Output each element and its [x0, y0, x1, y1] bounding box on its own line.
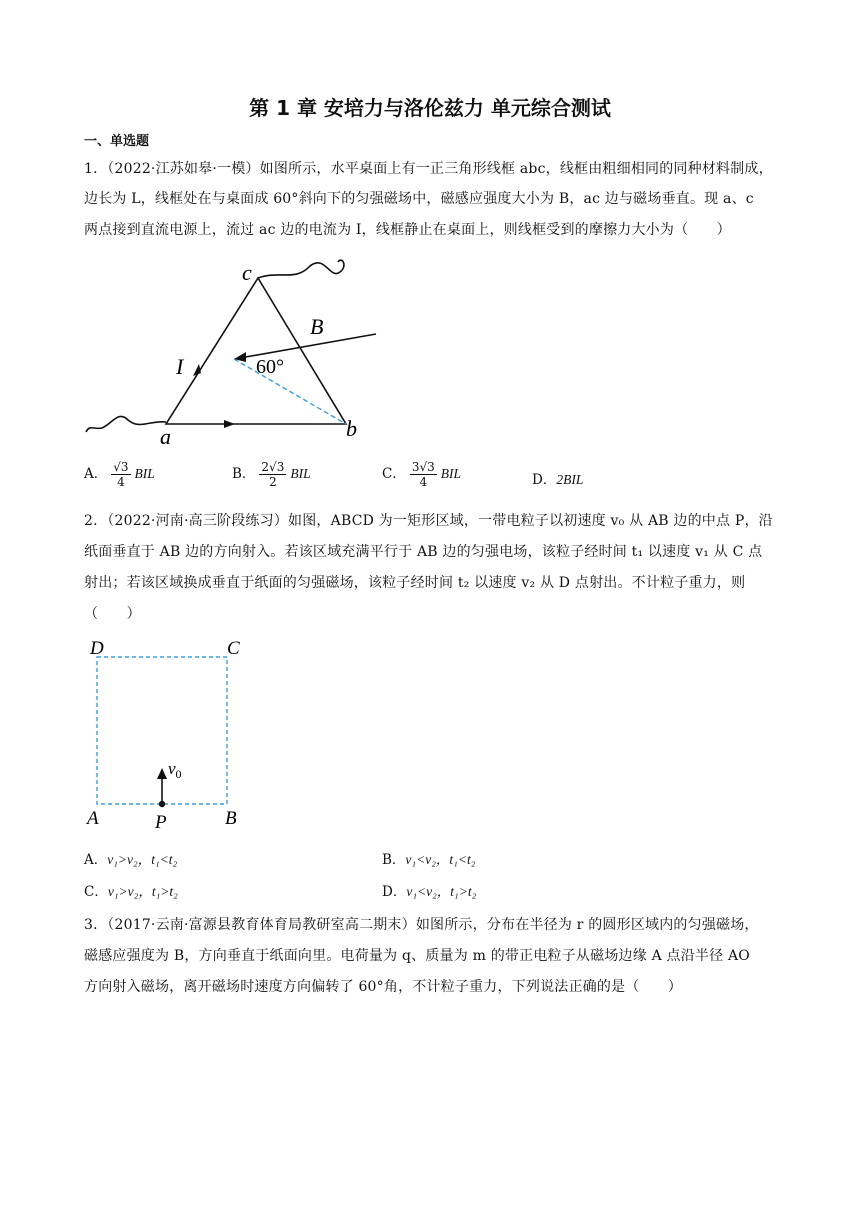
fraction: $\frac{2√3}{2}$: [261, 460, 285, 489]
q2-label-C: C: [227, 638, 240, 659]
q2-label-D: D: [90, 638, 104, 659]
q2-label-v0: $v_0$: [168, 759, 182, 781]
option-label: D．: [532, 472, 557, 488]
q2-line-4: （ ）: [84, 606, 141, 622]
section-heading: 一、单选题: [84, 134, 150, 149]
q1-line-3: 两点接到直流电源上，流过 ac 边的电流为 I，线框静止在桌面上，则线框受到的摩擦力大小为（ ）: [84, 222, 731, 238]
q2-label-B: B: [225, 808, 237, 829]
q1-label-a: a: [160, 424, 171, 447]
q2-velocity-arrowhead: [157, 768, 167, 779]
page-title: 第 1 章 安培力与洛伦兹力 单元综合测试: [249, 96, 611, 120]
q1-current-arrow-ab: [224, 420, 235, 428]
q2-option-b[interactable]: [382, 848, 475, 868]
q2-option-d[interactable]: [382, 880, 476, 900]
q1-option-a[interactable]: [84, 460, 155, 489]
q1-label-b: b: [346, 416, 357, 441]
q1-label-angle: 60°: [256, 356, 284, 378]
q2-label-A: A: [87, 808, 99, 829]
option-tail: BIL: [134, 466, 155, 481]
q2-option-a[interactable]: [84, 848, 177, 868]
option-label: D．: [382, 884, 407, 900]
q1-wire-c: [258, 260, 344, 278]
option-label: C．: [84, 884, 108, 900]
q1-dashed-line: [234, 359, 346, 424]
q1-triangle: [166, 278, 346, 424]
option-tail: BIL: [440, 466, 462, 481]
fraction: $\frac{3√3}{4}$: [411, 460, 435, 489]
q3-line-3: 方向射入磁场，离开磁场时速度方向偏转了 60°角，不计粒子重力，下列说法正确的是（ ）: [84, 979, 683, 995]
q1-triangle-figure: [80, 252, 380, 447]
q1-b-field-line: [240, 334, 376, 358]
q1-wire-a: [86, 416, 166, 432]
q1-label-B: B: [310, 314, 324, 339]
option-label: B．: [382, 852, 406, 868]
q2-line-2: 纸面垂直于 AB 边的方向射入。若该区域充满平行于 AB 边的匀强电场，该粒子经时间 t₁ 以速度 v₁ 从 C 点: [84, 544, 763, 560]
q1-option-b[interactable]: [232, 460, 311, 489]
q1-label-I: I: [176, 354, 184, 379]
option-label: C．: [382, 466, 406, 482]
q2-line-1: 2．（2022·河南·高三阶段练习）如图，ABCD 为一矩形区域，一带电粒子以初速度 v₀ 从 AB 边的中点 P，沿: [84, 513, 773, 529]
option-text: v₁>v₂，t₁<t₂: [107, 852, 178, 867]
q2-point-p: [159, 801, 165, 807]
q2-option-c[interactable]: [84, 880, 178, 900]
q2-label-P: P: [155, 812, 167, 832]
option-text: v₁>v₂，t₁>t₂: [107, 884, 178, 899]
q1-line-2: 边长为 L，线框处在与桌面成 60°斜向下的匀强磁场中，磁感应强度大小为 B，ac 边与磁场垂直。现 a、c: [84, 191, 754, 207]
q2-line-3: 射出；若该区域换成垂直于纸面的匀强磁场，该粒子经时间 t₂ 以速度 v₂ 从 D 点射出。不计粒子重力，则: [84, 575, 746, 591]
q2-rectangle-figure: [82, 632, 252, 832]
option-tail: BIL: [290, 466, 311, 481]
q1-option-d[interactable]: [532, 468, 583, 488]
option-text: 2BIL: [556, 472, 584, 487]
option-label: A．: [84, 466, 108, 482]
fraction: $\frac{√3}{4}$: [113, 460, 129, 489]
option-label: B．: [232, 466, 256, 482]
q1-line-1: 1．（2022·江苏如皋·一模）如图所示，水平桌面上有一正三角形线框 abc，线框由粗细相同的同种材料制成，: [84, 161, 773, 177]
q3-line-2: 磁感应强度为 B，方向垂直于纸面向里。电荷量为 q、质量为 m 的带正电粒子从磁场边缘 A 点沿半径 AO: [84, 948, 750, 964]
q1-option-c[interactable]: [382, 460, 461, 489]
option-label: A．: [84, 852, 108, 868]
q1-current-arrow-ac: [193, 364, 201, 376]
q3-line-1: 3．（2017·云南·富源县教育体育局教研室高二期末）如图所示，分布在半径为 r 的圆形区域内的匀强磁场，: [84, 917, 759, 933]
q1-label-c: c: [242, 260, 252, 285]
option-text: v₁<v₂，t₁>t₂: [406, 884, 477, 899]
option-text: v₁<v₂，t₁<t₂: [405, 852, 476, 867]
